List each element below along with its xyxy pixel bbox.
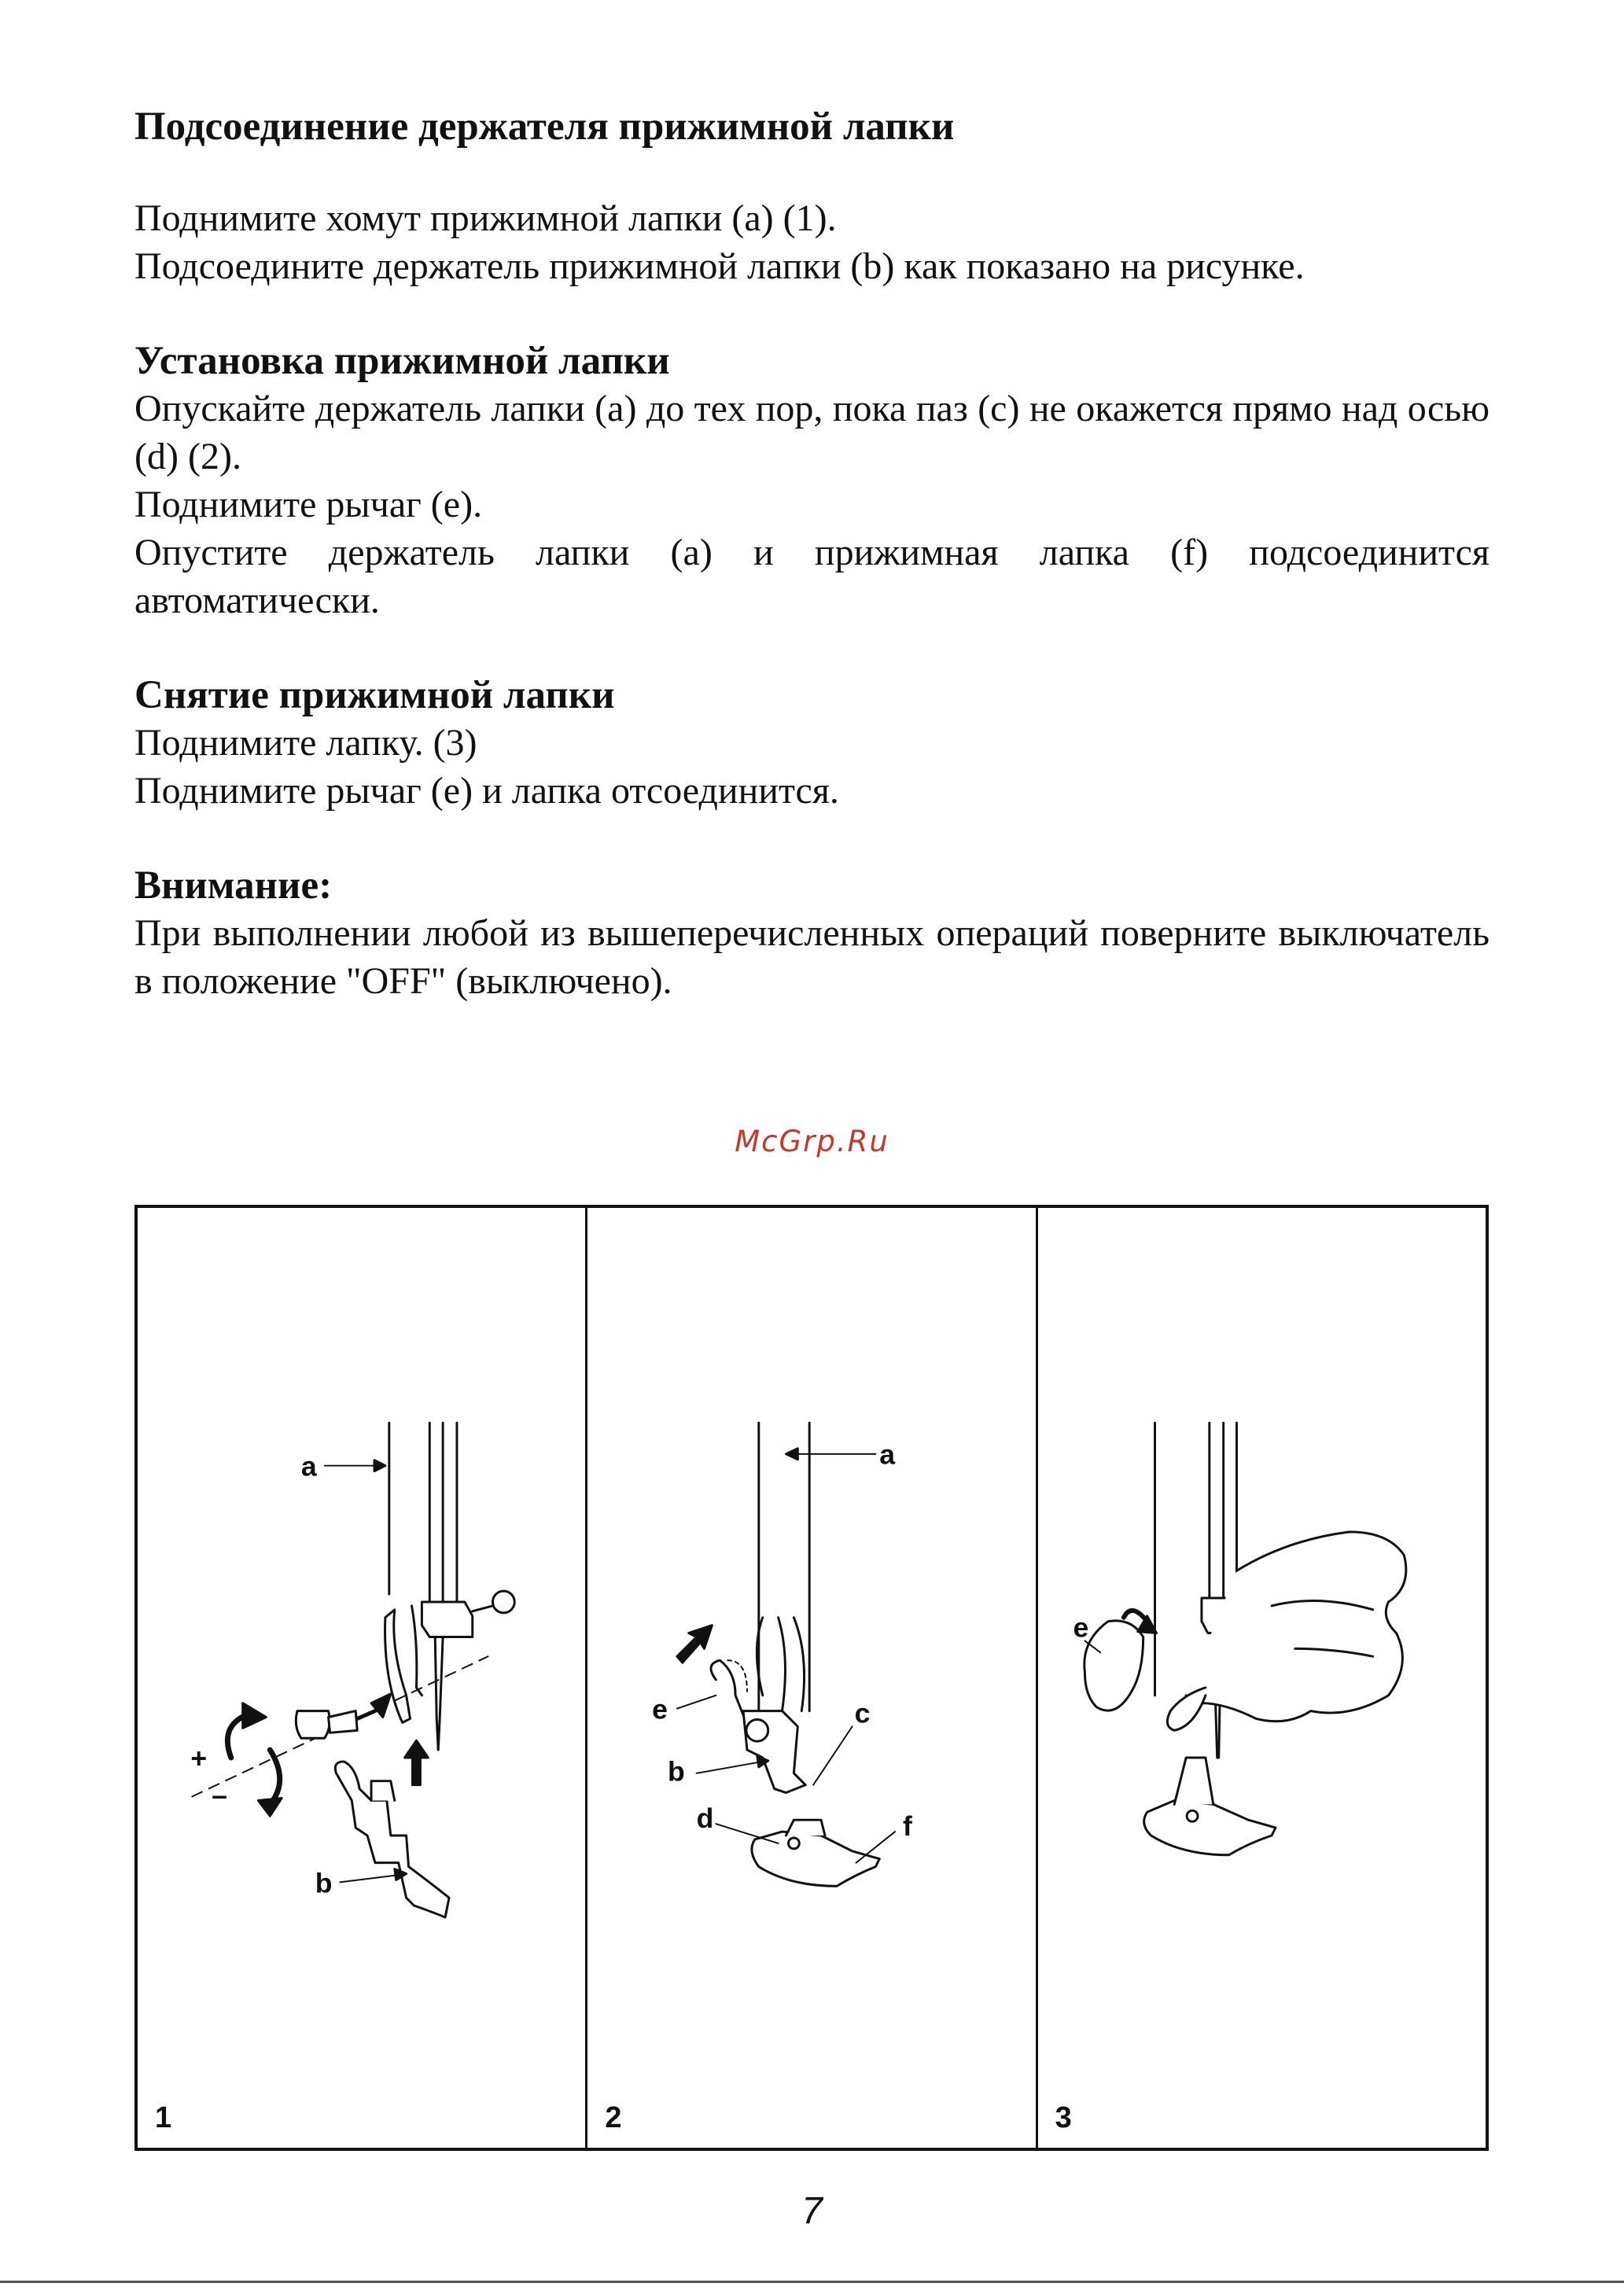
instructions-text (134, 103, 1490, 1005)
text-paragraph: Опускайте держатель лапки (а) до тех пор, пока паз (с) не окажется прямо над осью (d) (2). (134, 388, 1490, 477)
section-title-remove-foot: Снятие прижимной лапки (134, 673, 615, 717)
section-title-install-foot: Установка прижимной лапки (134, 339, 670, 383)
label-b: b (668, 1755, 686, 1788)
figure-panel-1 (138, 1208, 587, 2148)
panel-number: 1 (155, 2101, 172, 2134)
text-line: Поднимите рычаг (е) и лапка отсоединится. (134, 770, 839, 812)
presser-foot-holder-attach-illustration (138, 1208, 585, 2148)
page-number: 7 (801, 2190, 823, 2232)
label-e: e (1073, 1611, 1089, 1644)
panel-number: 2 (605, 2101, 622, 2134)
panel-number: 3 (1055, 2101, 1072, 2134)
watermark: McGrp.Ru (735, 1125, 889, 1158)
label-e: e (652, 1693, 668, 1725)
label-d: d (696, 1802, 714, 1835)
label-b: b (315, 1867, 333, 1899)
illustration-figure (134, 1205, 1489, 2151)
text-line: Подсоедините держатель прижимной лапки (b) как показано на рисунке. (134, 245, 1305, 287)
text-line: Поднимите лапку. (3) (134, 722, 477, 764)
text-paragraph: Опустите держатель лапки (а) и прижимная лапка (f) подсоединится автоматически. (134, 532, 1490, 621)
section-title-attach-holder: Подсоединение держателя прижимной лапки (134, 105, 955, 149)
label-a: a (879, 1438, 896, 1471)
section-title-attention: Внимание: (134, 863, 333, 908)
text-line: Поднимите рычаг (е). (134, 484, 483, 525)
label-c: c (854, 1697, 871, 1729)
label-a: a (300, 1450, 317, 1482)
label-f: f (903, 1810, 913, 1843)
presser-foot-install-illustration (587, 1208, 1035, 2148)
text-line: Поднимите хомут прижимной лапки (а) (1). (134, 197, 837, 239)
figure-panel-2 (587, 1208, 1037, 2148)
attention-text: При выполнении любой из вышеперечисленных операций поверните выключатель в положение "OFF" (выключено). (134, 912, 1490, 1002)
bottom-divider (0, 2281, 1624, 2283)
presser-foot-remove-illustration (1038, 1208, 1486, 2148)
label-plus: + (190, 1742, 208, 1774)
figure-panel-3 (1038, 1208, 1486, 2148)
label-minus: – (212, 1779, 227, 1811)
